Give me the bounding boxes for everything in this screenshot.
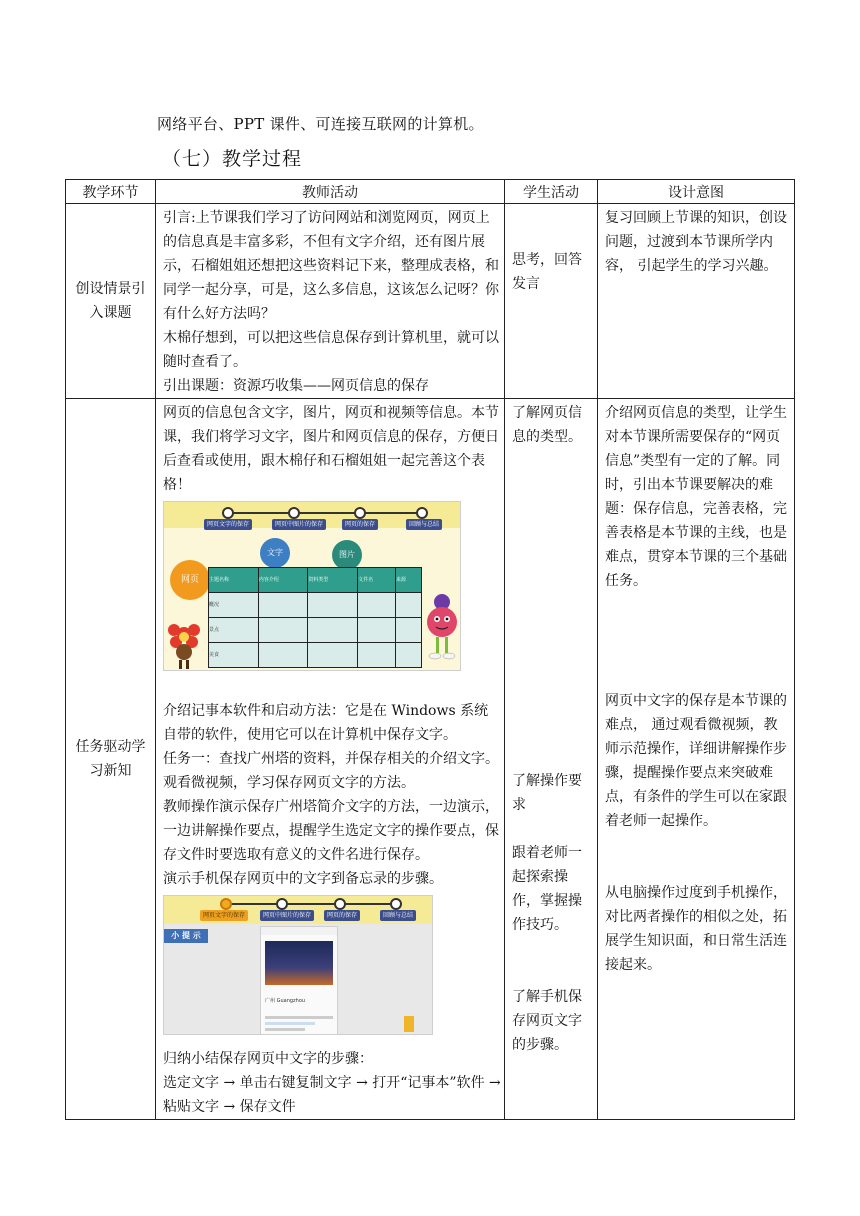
student-text: 思考，回答发言: [512, 252, 582, 292]
slide-info-table: [163, 501, 461, 671]
header-teacher: 教师活动: [156, 180, 505, 204]
table-row: [66, 204, 795, 399]
image-bubble: 图片: [332, 540, 362, 570]
teacher-text: 任务一：查找广州塔的资料，并保存相关的介绍文字。: [163, 751, 499, 767]
teacher-text: 观看微视频，学习保存网页文字的方法。: [163, 775, 415, 791]
grid-row-label: 景点: [209, 618, 259, 643]
student-cell: [505, 399, 598, 1120]
teacher-text: 木棉仔想到，可以把这些信息保存到计算机里，就可以随时查看了。: [163, 330, 499, 370]
step-label: 回顾与总结: [380, 910, 416, 921]
intro-line: 网络平台、PPT 课件、可连接互联网的计算机。: [157, 115, 484, 133]
student-text: 了解手机保存网页文字的步骤。: [512, 989, 582, 1053]
progress-dot: [220, 898, 232, 910]
step-label: 网页中图片的保存: [272, 519, 326, 530]
progress-dot: [416, 507, 428, 519]
step-label: 回顾与总结: [406, 519, 442, 530]
intent-cell: [598, 204, 795, 399]
pomegranate-mascot-icon: [424, 594, 460, 670]
canton-tower-photo: [265, 941, 333, 985]
grid-row-label: 概况: [209, 593, 259, 618]
teacher-text: 教师操作演示保存广州塔简介文字的方法，一边演示，一边讲解操作要点，提醒学生选定文字的操作要点，保存文件时要选取有意义的文件名进行保存。: [163, 799, 499, 863]
progress-dot: [288, 507, 300, 519]
intent-text: 网页中文字的保存是本节课的难点， 通过观看微视频，教师示范操作，详细讲解操作步骤，提醒操作要点来突破难点，有条件的学生可以在家跟着老师一起操作。: [605, 693, 787, 829]
header-stage: 教学环节: [66, 180, 156, 204]
progress-dot: [390, 898, 402, 910]
student-text: 了解操作要求: [512, 773, 582, 813]
teacher-text: 引出课题：资源巧收集——网页信息的保存: [163, 378, 429, 394]
grid-header: 资料类型: [308, 568, 358, 593]
stage-label: 任务驱动学习新知: [75, 739, 146, 779]
phone-title: 广州 Guangzhou: [265, 998, 306, 1004]
teacher-cell: [156, 399, 505, 1120]
kapok-mascot-icon: [164, 620, 204, 670]
teacher-cell: [156, 204, 505, 399]
tip-banner: 小 提 示: [164, 929, 208, 943]
section-heading: （七）教学过程: [162, 148, 303, 170]
teacher-text: 演示手机保存网页中的文字到备忘录的步骤。: [163, 871, 443, 887]
stage-cell: [66, 204, 156, 399]
teacher-text: 介绍记事本软件和启动方法：它是在 Windows 系统自带的软件，使用它可以在计算机中保存文字。: [163, 703, 489, 743]
progress-dot: [334, 898, 346, 910]
grid-header: 来源: [395, 568, 421, 593]
header-intent: 设计意图: [598, 180, 795, 204]
teacher-text: 选定文字 → 单击右键复制文字 → 打开“记事本”软件 → 粘贴文字 → 保存文件: [163, 1075, 501, 1115]
progress-track: [226, 903, 394, 905]
grid-row-label: 美食: [209, 643, 259, 668]
grid-header: 主题名称: [209, 568, 259, 593]
header-student: 学生活动: [505, 180, 598, 204]
student-text: 跟着老师一起探索操作，掌握操作技巧。: [512, 845, 582, 933]
slide-phone-tip: [163, 895, 433, 1035]
progress-dot: [222, 507, 234, 519]
intent-cell: [598, 399, 795, 1120]
student-text: 了解网页信息的类型。: [512, 405, 582, 445]
step-label: 网页文字的保存: [200, 910, 248, 921]
teacher-text: 引言:上节课我们学习了访问网站和浏览网页，网页上的信息真是丰富多彩，不但有文字介绍，还有图片展示，石榴姐姐还想把这些资料记下来，整理成表格，和同学一起分享，可是，这么多信息，这该怎么记呀？你有什么好方法吗？: [163, 210, 499, 322]
stage-label: 创设情景引入课题: [75, 281, 146, 321]
text-bubble: 文字: [260, 538, 290, 568]
table-row: [66, 399, 795, 1120]
teacher-text: 网页的信息包含文字，图片，网页和视频等信息。本节课，我们将学习文字，图片和网页信息的保存，方便日后查看或使用，跟木棉仔和石榴姐姐一起完善这个表格！: [163, 405, 499, 493]
intent-text: 介绍网页信息的类型，让学生对本节课所需要保存的“网页信息”类型有一定的了解。同时，引出本节课要解决的难题：保存信息，完善表格，完善表格是本节课的主线，也是难点，贯穿本节课的三个基础任务。: [605, 405, 787, 589]
step-label: 网页文字的保存: [204, 519, 252, 530]
step-label: 网页的保存: [342, 519, 378, 530]
intent-text: 复习回顾上节课的知识，创设问题，过渡到本节课所学内容， 引起学生的学习兴趣。: [605, 210, 787, 274]
step-label: 网页中图片的保存: [260, 910, 314, 921]
step-label: 网页的保存: [324, 910, 360, 921]
phone-screenshot: [260, 926, 338, 1035]
grid-header: 文件名: [358, 568, 396, 593]
intent-text: 从电脑操作过度到手机操作，对比两者操作的相似之处，拓展学生知识面，和日常生活连接起来。: [605, 885, 787, 973]
lesson-table: [65, 179, 795, 1120]
teacher-text: 归纳小结保存网页中文字的步骤：: [163, 1051, 373, 1067]
web-bubble: 网页: [170, 560, 210, 600]
student-cell: [505, 204, 598, 399]
progress-dot: [354, 507, 366, 519]
table-header-row: [66, 180, 795, 204]
grid-header: 内容介绍: [258, 568, 308, 593]
progress-track: [226, 512, 422, 514]
stage-cell: [66, 399, 156, 1120]
accent-block: [404, 1016, 414, 1032]
info-grid: [208, 567, 422, 668]
progress-dot: [276, 898, 288, 910]
